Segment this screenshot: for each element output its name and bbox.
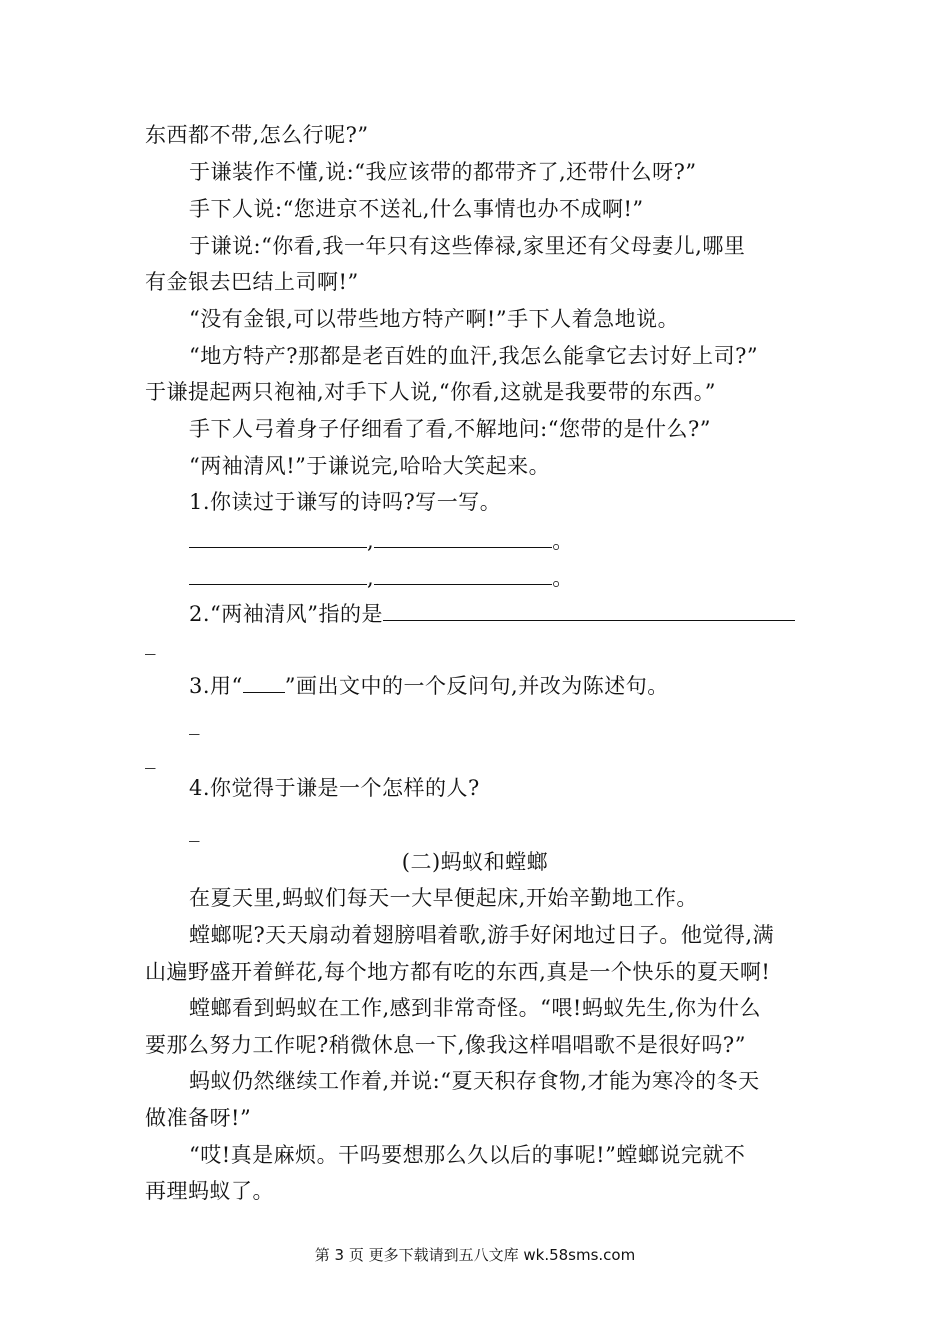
answer-blank[interactable] xyxy=(189,527,367,548)
question-1: 1.你读过于谦写的诗吗?写一写。 xyxy=(189,490,502,514)
passage-line: 螳螂呢?天天扇动着翅膀唱着歌,游手好闲地过日子。他觉得,满 xyxy=(189,923,775,947)
underline-sample xyxy=(243,672,285,693)
question-3 xyxy=(189,672,669,698)
passage-line: “两袖清风!”于谦说完,哈哈大笑起来。 xyxy=(189,454,551,478)
passage-line: 于谦装作不懂,说:“我应该带的都带齐了,还带什么呀?” xyxy=(189,160,697,184)
passage-line: 螳螂看到蚂蚁在工作,感到非常奇怪。“喂!蚂蚁先生,你为什么 xyxy=(189,996,762,1020)
period: 。 xyxy=(552,566,574,590)
question-2-text: 2.“两袖清风”指的是 xyxy=(189,602,384,626)
poem-answer-row-1 xyxy=(189,527,574,553)
passage-line: 要那么努力工作呢?稍微休息一下,像我这样唱唱歌不是很好吗?” xyxy=(145,1033,746,1057)
passage-line: 于谦提起两只袍袖,对手下人说,“你看,这就是我要带的东西。” xyxy=(145,380,716,404)
passage-line: 再理蚂蚁了。 xyxy=(145,1179,274,1203)
answer-dash: _ xyxy=(189,818,200,842)
answer-blank[interactable] xyxy=(383,600,795,621)
answer-dash: _ xyxy=(189,711,200,735)
poem-answer-row-2 xyxy=(189,564,574,590)
answer-blank[interactable] xyxy=(374,527,552,548)
passage-line: 手下人弓着身子仔细看了看,不解地问:“您带的是什么?” xyxy=(189,417,711,441)
passage-line: “哎!真是麻烦。干吗要想那么久以后的事呢!”螳螂说完就不 xyxy=(189,1143,746,1167)
comma: , xyxy=(367,566,375,590)
passage-line: 山遍野盛开着鲜花,每个地方都有吃的东西,真是一个快乐的夏天啊! xyxy=(145,960,771,984)
answer-blank[interactable] xyxy=(374,564,552,585)
section-title: (二)蚂蚁和螳螂 xyxy=(401,850,549,874)
page-footer: 第 3 页 更多下载请到五八文库 wk.58sms.com xyxy=(314,1246,636,1264)
answer-dash: _ xyxy=(145,745,156,769)
passage-line: 手下人说:“您进京不送礼,什么事情也办不成啊!” xyxy=(189,197,644,221)
question-3-post: ”画出文中的一个反问句,并改为陈述句。 xyxy=(284,674,669,698)
passage-line: 蚂蚁仍然继续工作着,并说:“夏天积存食物,才能为寒冷的冬天 xyxy=(189,1069,760,1093)
period: 。 xyxy=(552,529,574,553)
question-3-pre: 3.用“ xyxy=(189,674,243,698)
passage-line: 东西都不带,怎么行呢?” xyxy=(145,123,369,147)
answer-dash: _ xyxy=(145,631,156,655)
passage-line: “没有金银,可以带些地方特产啊!”手下人着急地说。 xyxy=(189,307,680,331)
passage-line: 有金银去巴结上司啊!” xyxy=(145,270,359,294)
passage-line: 做准备呀!” xyxy=(145,1106,252,1130)
passage-line: 在夏天里,蚂蚁们每天一大早便起床,开始辛勤地工作。 xyxy=(189,886,698,910)
question-4: 4.你觉得于谦是一个怎样的人? xyxy=(189,776,480,800)
comma: , xyxy=(367,529,375,553)
passage-line: 于谦说:“你看,我一年只有这些俸禄,家里还有父母妻儿,哪里 xyxy=(189,234,746,258)
passage-line: “地方特产?那都是老百姓的血汗,我怎么能拿它去讨好上司?” xyxy=(189,344,759,368)
question-2 xyxy=(189,600,795,626)
answer-blank[interactable] xyxy=(189,564,367,585)
